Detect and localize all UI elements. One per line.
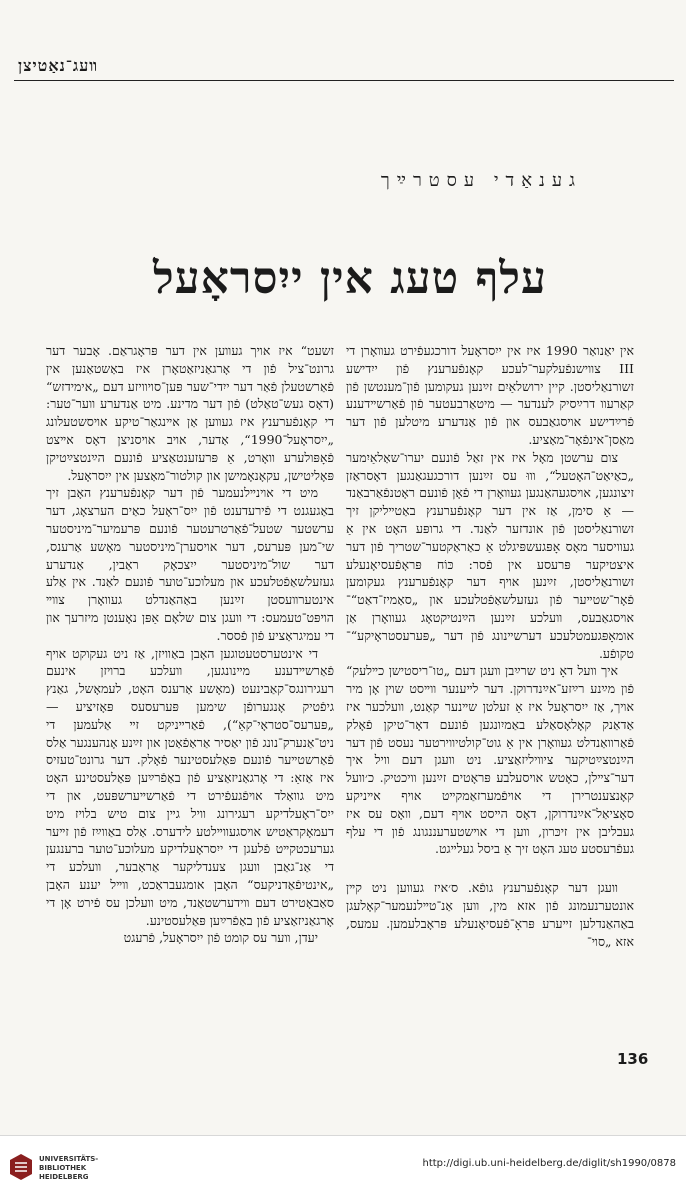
article-title: עלף טעג אין ייִסראָעל <box>153 253 547 304</box>
library-name-line: HEIDELBERG <box>39 1173 89 1181</box>
text-column-left <box>46 342 334 947</box>
viewer-footer <box>0 1135 686 1198</box>
paragraph: אין יאַנואַר 1990 איז אין ייִסראָעל דורכגעפֿירט געװאָרן די III צװישנפֿעלקער־לעכע קאָנפֿערענץ פֿון ייִדישע זשורנאַליסטן. קיין ירושלאַיִם זײַנען געקומען פֿון־מענטשן פֿון קאַרעװ דרײַסיק לענדער — מיטאַרבעטער פֿון פֿאַרשײדענע פֿרײַדישע אױסגאַבעס און פֿון אַנדערע מיטלען פֿון דער מאַסן־אינפֿאָר־מאַציע. <box>346 343 634 447</box>
library-name-line: BIBLIOTHEK <box>39 1164 87 1172</box>
paragraph: איך װעל דאָ ניט שרײַבן װעגן דעם „טו־ריסטישן כײלעק“ פֿון מײַנע רײַזע־אײַנדרוקן. דער לײענער װײסט שױן אָן מיר אױך, אַז ייִסראָעל איז אַ זעלטן שײנער קאַנט, װעלכער איז אַדאַנק קאָלאָסאַלע באַמיִונגען פֿונעם דאָר־טיקן פֿאָלק פֿאַרװאַנדלט געװאָרן אין אַ גוט־קולטיװירטער נעסט פֿון דער הײַנטצײַטיקער ציװיליזאַציע. ניט װעגן דעם װיל איך דער־צײלן, כאָטש אױסעלבע פּראָטים זײַנען װיכטיק. כ׳װעל קאָנצענטרירן די אױפֿמערזאַמקײט אױף אײניקע סאָציאַל־אײַנדרוקן, דאָס הײסט אױף דעם, װאָס עס איז געבליבן אין זיכּרון, װען די אױשטערעננגונג פֿון די עלף געפֿרעסטע טעג האָט זיך אַ ביסל געלײגט. <box>346 663 634 857</box>
text-column-right <box>346 342 634 950</box>
library-logo[interactable] <box>8 1152 138 1194</box>
paragraph: מיט די אױנײלנעמער פֿון דער קאָנפֿערענץ האָבן זיך באַגעגנט די פֿירעדענט פֿון ייִס־ראָעל כאַים הערצאָג, דער ערשטער שטעל־פֿאַרטרעטער פֿונעם פּרעמיער־מיניסטער שי־מען פּערעס, דער אױסערן־מיניסטער מאָשע אַרענס, דער שול־מיניסטער ייִצכאָק ראַבין, אַנדערע געזעלשאַפֿטלעכע און מעלוכע־טוער פֿונעם לאַנד. אין אַלע אינטערװעסטן זײַנען באַהאַנדלט געװאָרן צװײ הױפּט־טעמעס: די װעגן צום שלאָם אַפּן נאָענטן מיזרעך און די עמיגראַציע פֿון פֿססר. <box>46 485 334 643</box>
running-head <box>14 54 674 80</box>
paragraph: זשעט“ איז אױך געװען אין דער פּראָגראַם. אָבער דער גרונט־ציל פֿון די אָרגאַניזאַטאָרן איז באַשטאַנען אין פֿאַרשטעלן פֿאַר דער ייִדי־שער פּען־סױװיזע דעם „אימידזש“ (דאָס געש־טאַלט) פֿון דער מדינע. מיט אַנדערע װער־טער: די קאָנפֿערענץ איז געװען אַן אײנגאַר־טיקע אױסשטעלונג „ייִסראָעל־1990“, אַדער, אױב אױסניצן דאָס אײצט פֿאָפּולערע װאָרט, אַ פּרעזענטאַציע פֿונעם הײַנטצײַטיקן פּאָליטישן, עקאָנאָמישן און קולטור־מאַצען אין ייִסראָעל. <box>46 343 334 483</box>
section-break <box>346 858 634 879</box>
article-author: גענאַדי עסטרײַך <box>380 170 582 191</box>
paragraph: יעדן, װער עס קומט פֿון ייִסראָעל, פֿרעגט <box>123 930 318 946</box>
library-seal-icon <box>8 1152 34 1182</box>
library-name-line: UNIVERSITÄTS- <box>39 1155 99 1163</box>
paragraph: צום ערשטן מאָל איז אין זאַל פֿונעם יערו־שאַלאַיִמער „כאַיאַט־האָטעל“, װוּ עס זײַנען דורכגעגאַנגען דאָסראַזן זיצונגען, אױסגעהאַנגען געװאָרן די פֿאָן פֿונעם ראָטנפֿאַרבאַנד — אַ סימן, אַז אין דער קאָנפֿערענץ באַטײליקן זיך זשורנאַליסטן פֿון אונדזער לאַנד. די גרופּע האָט אין אַ געװיסער מאָס אָפּגעשפּיגלט אַ כאַראַקטער־שטריך פֿון דער איצטיקער פּרעסע אין פֿסר: כּוֹח פּראָפֿעסיאָנעלע זשורנאַליסטן, זײַנען אױף דער קאָנפֿערענץ געקומען פֿאָר־שטײער פֿון געזעלשאַפֿטלעכע און „סאַמיז־דאַט“־אױסגאַבעס, װעלכע זײַנען הײַנטיקטאָג געװאָרן אַן אומאָפּגעמטלעכע דערשײנונג פֿון דער „פּערעסטראָיקע“־טקופֿע. <box>346 449 634 661</box>
page-number: 136 <box>617 1050 649 1068</box>
running-head-label: װעג־נאַטיצן <box>18 56 99 75</box>
library-name <box>39 1155 98 1182</box>
paragraph: װעגן דער קאָנפֿערענץ גופֿא. ס׳איז געװען ניט קײן אונטערנעמונג פֿון אזא מין, װען אַנ־טײלנעמער־קאָלעגן באַהאַנדלען זײערע פּראָ־פֿעסיאָנעלע פּראָבלעמען. עמעס, אזא „סױ־ <box>346 880 634 949</box>
running-head-rule <box>14 80 674 81</box>
source-url-link[interactable]: http://digi.ub.uni-heidelberg.de/diglit/sh1990/0878 <box>422 1158 676 1169</box>
paragraph: די אינטערסטעטוגען האָבן באַװיזן, אַז ניט געקוקט אױף פֿאַרשײדענע מײנונגען, װעלכע ברױזן אינעם רעגירונגס־קאַבינעט (מאָשע אַרענס האָט, לעמאָשל, גאַנץ גיפֿטיק אָנגערופֿן שימען פּערעסעס פּאָזיציע — „פּערעס־סטראָי־קאַ“), פֿאַרײניקט זײ אַלעמען די ניט־אַנערק־נונג פֿון יאַסיר אַראַפֿאַטן און זײַנע אָנהענגער אַלס פֿאַרשטײער פֿונעם פּאַלעסטינער פֿאָלק. דער גרונט־טעזיס איז אַזאַ: די אָרגאַניזאַציע פֿון באַפֿרײַען פּאַלעסטינע האָט מיט גװאַלד אױפֿגעפֿירט די פֿאַרשײערשפּעט, און די ייִס־ראָעלדיקע רעגירונג װיל גײן צום טיש בלױז מיט דעמאָקראַטיש אױסגעװײלטע לידערס. אַלס באַװײַז פֿון זײער גערעכטקײט פֿלעגן די ייִסראָעלדיקע מעלוכע־טוער ברענגען די אַנ־גאַבן װעגן צענדליקער אַראַבער, װעלכע די „אינטיפֿאַדניקעס“ האָבן אומגעבראַכט, װײל יענע האָבן סאַבאָטירט דעם װידערשטאַנד, מיט װעלכן עס פֿירט אָן די אָרגאַניזאַציע פֿון באַפֿרײַען פּאַלעסטינע. <box>46 645 334 928</box>
